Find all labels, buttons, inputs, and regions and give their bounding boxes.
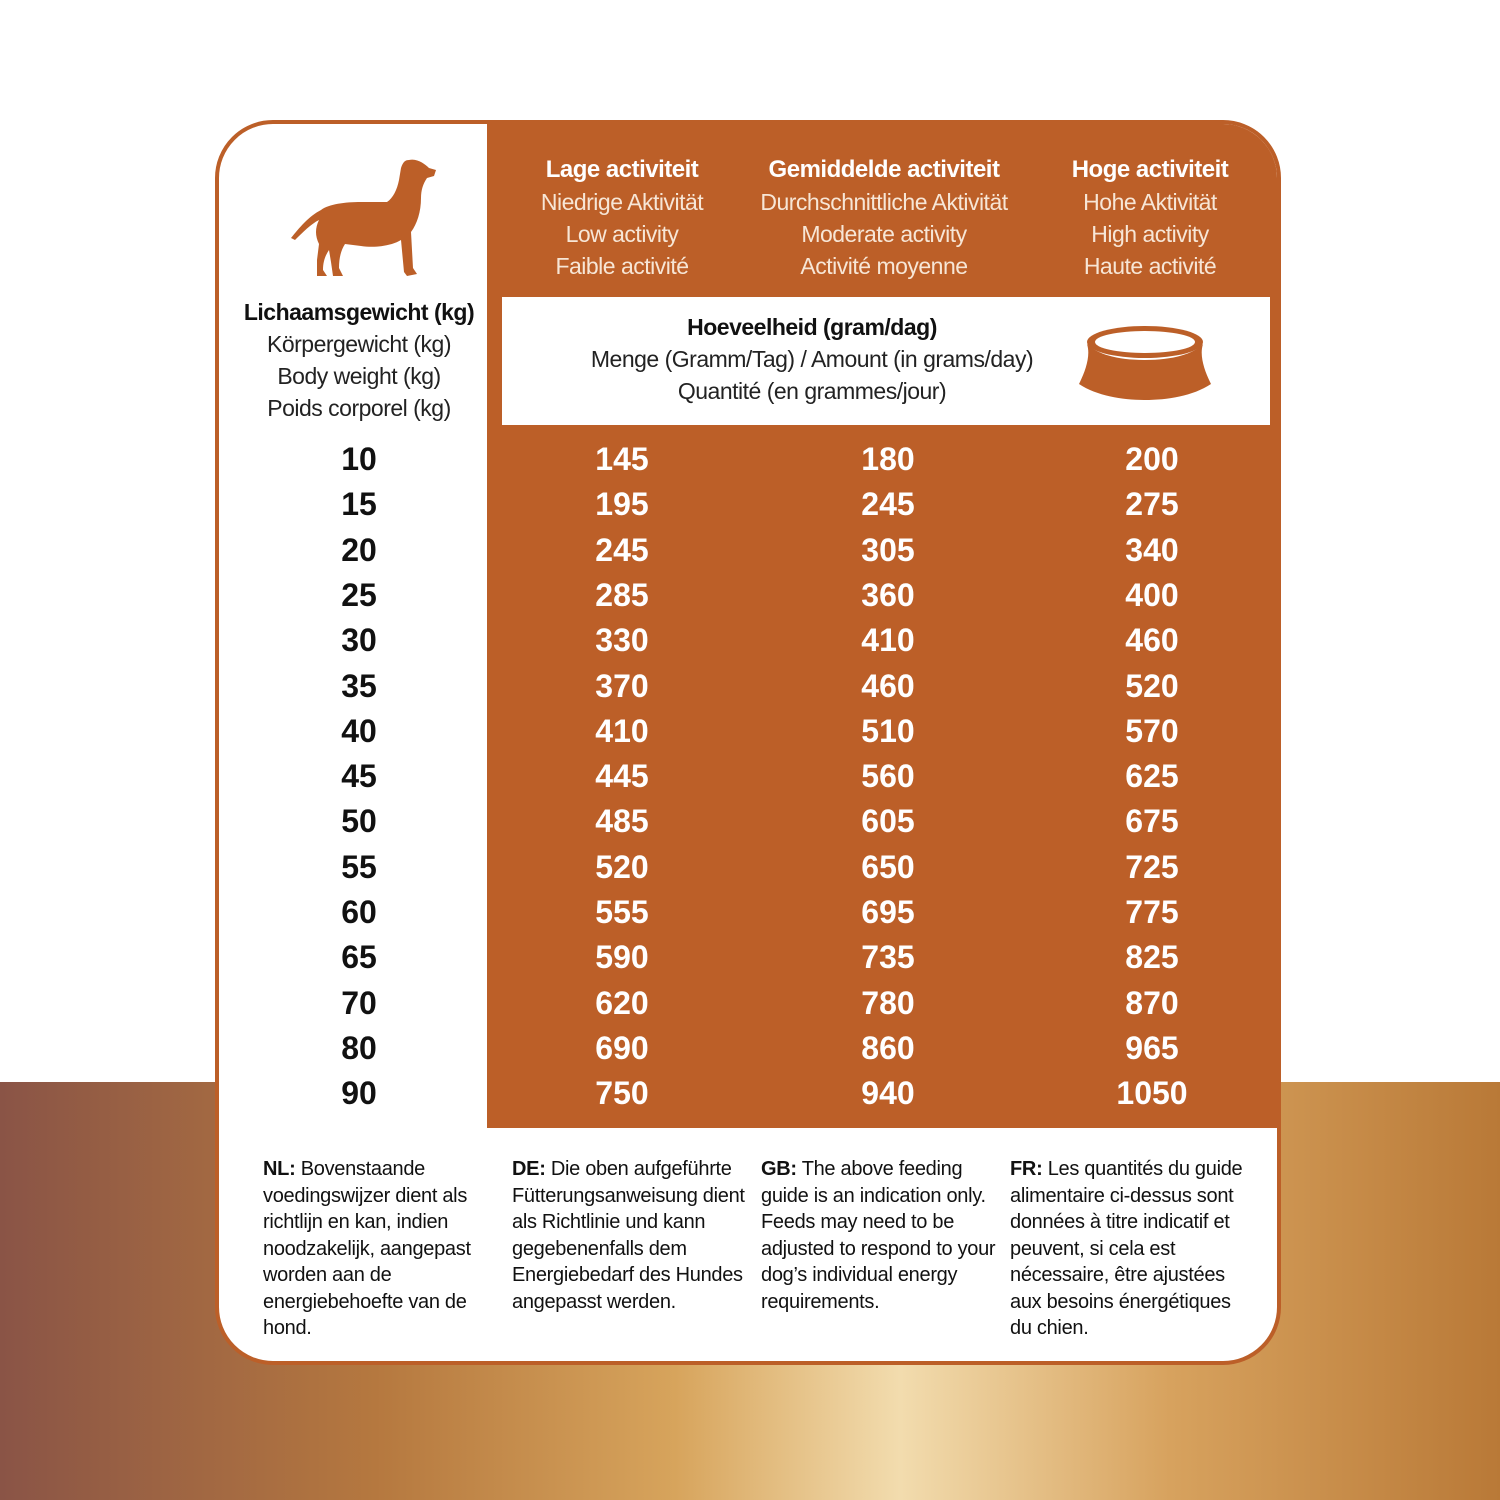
weight-cell: 45: [341, 758, 377, 795]
note-de-text: Die oben aufgeführte Fütterungsanweisung dient als Richtlinie und kann gegebenenfalls dem Energiebedarf des Hundes angepasst werden.: [512, 1158, 745, 1313]
activity-high-de: Hohe Aktivität: [1083, 189, 1217, 215]
high-activity-cell: 275: [1125, 486, 1179, 523]
note-nl-code: NL: [263, 1158, 290, 1180]
activity-header-low: [489, 154, 755, 282]
high-activity-cell: 870: [1125, 984, 1179, 1021]
high-activity-cell: 625: [1125, 758, 1179, 795]
moderate-activity-cell: 510: [861, 712, 915, 749]
note-fr: FR: Les quantités du guide alimentaire ci-dessus sont données à titre indicatif et peuvent, si cela est nécessaire, être ajustées aux besoins énergétiques du chien.: [1010, 1158, 1243, 1339]
weight-cell: 50: [341, 803, 377, 840]
activity-low-fr: Faible activité: [555, 253, 689, 279]
weight-cell: 55: [341, 848, 377, 885]
moderate-activity-cell: 245: [861, 486, 915, 523]
weight-cell: 25: [341, 576, 377, 613]
note-nl: NL: Bovenstaande voedingswijzer dient als richtlijn en kan, indien noodzakelijk, aangepast worden aan de energiebehoefte van de hond.: [263, 1158, 471, 1339]
activity-moderate-nl: Gemiddelde activiteit: [768, 156, 1000, 183]
moderate-activity-cell: 735: [861, 939, 915, 976]
note-fr-text: Les quantités du guide alimentaire ci-dessus sont données à titre indicatif et peuvent, si cela est nécessaire, être ajustées aux besoins énergétiques du chien.: [1010, 1158, 1243, 1339]
table-row: [219, 799, 1281, 844]
weight-header-de: Körpergewicht (kg): [266, 331, 452, 357]
amount-header-fr: Quantité (en grammes/jour): [677, 378, 947, 404]
weight-cell: 40: [341, 712, 377, 749]
table-row: [219, 754, 1281, 799]
low-activity-cell: 245: [595, 531, 649, 568]
amount-header-box: [502, 297, 1270, 425]
weight-header-nl: Lichaamsgewicht (kg): [243, 299, 475, 325]
note-de-code: DE: [512, 1158, 540, 1180]
activity-low-en: Low activity: [565, 221, 679, 247]
moderate-activity-cell: 460: [861, 667, 915, 704]
activity-high-fr: Haute activité: [1083, 253, 1217, 279]
low-activity-cell: 410: [595, 712, 649, 749]
moderate-activity-cell: 305: [861, 531, 915, 568]
amount-header-de-en: Menge (Gramm/Tag) / Amount (in grams/day): [590, 346, 1034, 372]
weight-cell: 10: [341, 441, 377, 477]
table-row: [219, 890, 1281, 935]
weight-cell: 70: [341, 984, 377, 1021]
weight-cell: 35: [341, 667, 377, 704]
moderate-activity-cell: 860: [861, 1029, 915, 1066]
moderate-activity-cell: 360: [861, 576, 915, 613]
high-activity-cell: 725: [1125, 848, 1179, 885]
moderate-activity-cell: 650: [861, 848, 915, 885]
table-row: [219, 437, 1281, 482]
weight-header-fr: Poids corporel (kg): [267, 395, 451, 421]
low-activity-cell: 750: [595, 1075, 649, 1112]
low-activity-cell: 690: [595, 1029, 649, 1066]
note-gb-text: The above feeding guide is an indication only. Feeds may need to be adjusted to respond to your dog’s individual energy requirements.: [761, 1158, 996, 1313]
low-activity-cell: 520: [595, 848, 649, 885]
weight-cell: 60: [341, 894, 377, 930]
low-activity-cell: 145: [595, 441, 649, 477]
high-activity-cell: 520: [1125, 667, 1179, 704]
high-activity-cell: 570: [1125, 712, 1179, 749]
high-activity-cell: 200: [1125, 441, 1179, 477]
note-de: DE: Die oben aufgeführte Fütterungsanweisung dient als Richtlinie und kann gegebenenfalls dem Energiebedarf des Hundes angepasst werden.: [512, 1158, 745, 1313]
amount-header-text: [502, 311, 1122, 407]
table-row: [219, 618, 1281, 663]
high-activity-cell: 775: [1125, 894, 1179, 930]
activity-header-high: [1017, 154, 1281, 282]
low-activity-cell: 370: [595, 667, 649, 704]
low-activity-cell: 555: [595, 894, 649, 930]
weight-cell: 20: [341, 531, 377, 568]
high-activity-cell: 460: [1125, 622, 1179, 659]
low-activity-cell: 445: [595, 758, 649, 795]
moderate-activity-cell: 410: [861, 622, 915, 659]
moderate-activity-cell: 780: [861, 984, 915, 1021]
table-row: [219, 528, 1281, 573]
weight-cell: 90: [341, 1075, 377, 1112]
high-activity-cell: 825: [1125, 939, 1179, 976]
moderate-activity-cell: 695: [861, 894, 915, 930]
note-gb-code: GB: [761, 1158, 791, 1180]
table-row: [219, 664, 1281, 709]
low-activity-cell: 620: [595, 984, 649, 1021]
weight-cell: 15: [341, 486, 377, 523]
table-row: [219, 845, 1281, 890]
activity-moderate-de: Durchschnittliche Aktivität: [760, 189, 1008, 215]
low-activity-cell: 195: [595, 486, 649, 523]
high-activity-cell: 340: [1125, 531, 1179, 568]
high-activity-cell: 965: [1125, 1029, 1179, 1066]
weight-cell: 30: [341, 622, 377, 659]
table-row: [219, 573, 1281, 618]
table-row: [219, 981, 1281, 1026]
activity-low-nl: Lage activiteit: [545, 156, 699, 183]
feeding-guide-card: [215, 120, 1281, 1365]
activity-moderate-fr: Activité moyenne: [800, 253, 968, 279]
activity-low-de: Niedrige Aktivität: [540, 189, 704, 215]
activity-high-nl: Hoge activiteit: [1071, 156, 1229, 183]
activity-moderate-en: Moderate activity: [801, 221, 967, 247]
moderate-activity-cell: 180: [861, 441, 915, 477]
food-bowl-icon: [1077, 322, 1213, 402]
body-weight-header: [219, 296, 499, 424]
note-fr-code: FR: [1010, 1158, 1037, 1180]
low-activity-cell: 590: [595, 939, 649, 976]
table-row: [219, 1071, 1281, 1116]
moderate-activity-cell: 940: [861, 1075, 915, 1112]
activity-high-en: High activity: [1091, 221, 1209, 247]
note-gb: GB: The above feeding guide is an indication only. Feeds may need to be adjusted to respond to your dog’s individual energy requirements.: [761, 1158, 996, 1313]
low-activity-cell: 330: [595, 622, 649, 659]
high-activity-cell: 400: [1125, 576, 1179, 613]
table-row: [219, 1026, 1281, 1071]
table-row: [219, 935, 1281, 980]
low-activity-cell: 485: [595, 803, 649, 840]
moderate-activity-cell: 605: [861, 803, 915, 840]
low-activity-cell: 285: [595, 576, 649, 613]
weight-header-en: Body weight (kg): [277, 363, 441, 389]
amount-header-nl: Hoeveelheid (gram/dag): [687, 314, 937, 340]
moderate-activity-cell: 560: [861, 758, 915, 795]
table-row: [219, 709, 1281, 754]
weight-cell: 80: [341, 1029, 377, 1066]
weight-cell: 65: [341, 939, 377, 976]
table-row: [219, 482, 1281, 527]
high-activity-cell: 675: [1125, 803, 1179, 840]
dog-silhouette-icon: [289, 154, 439, 282]
activity-header-moderate: [751, 154, 1017, 282]
high-activity-cell: 1050: [1116, 1075, 1188, 1112]
note-nl-text: Bovenstaande voedingswijzer dient als richtlijn en kan, indien noodzakelijk, aangepast worden aan de energiebehoefte van de hond.: [263, 1158, 471, 1339]
